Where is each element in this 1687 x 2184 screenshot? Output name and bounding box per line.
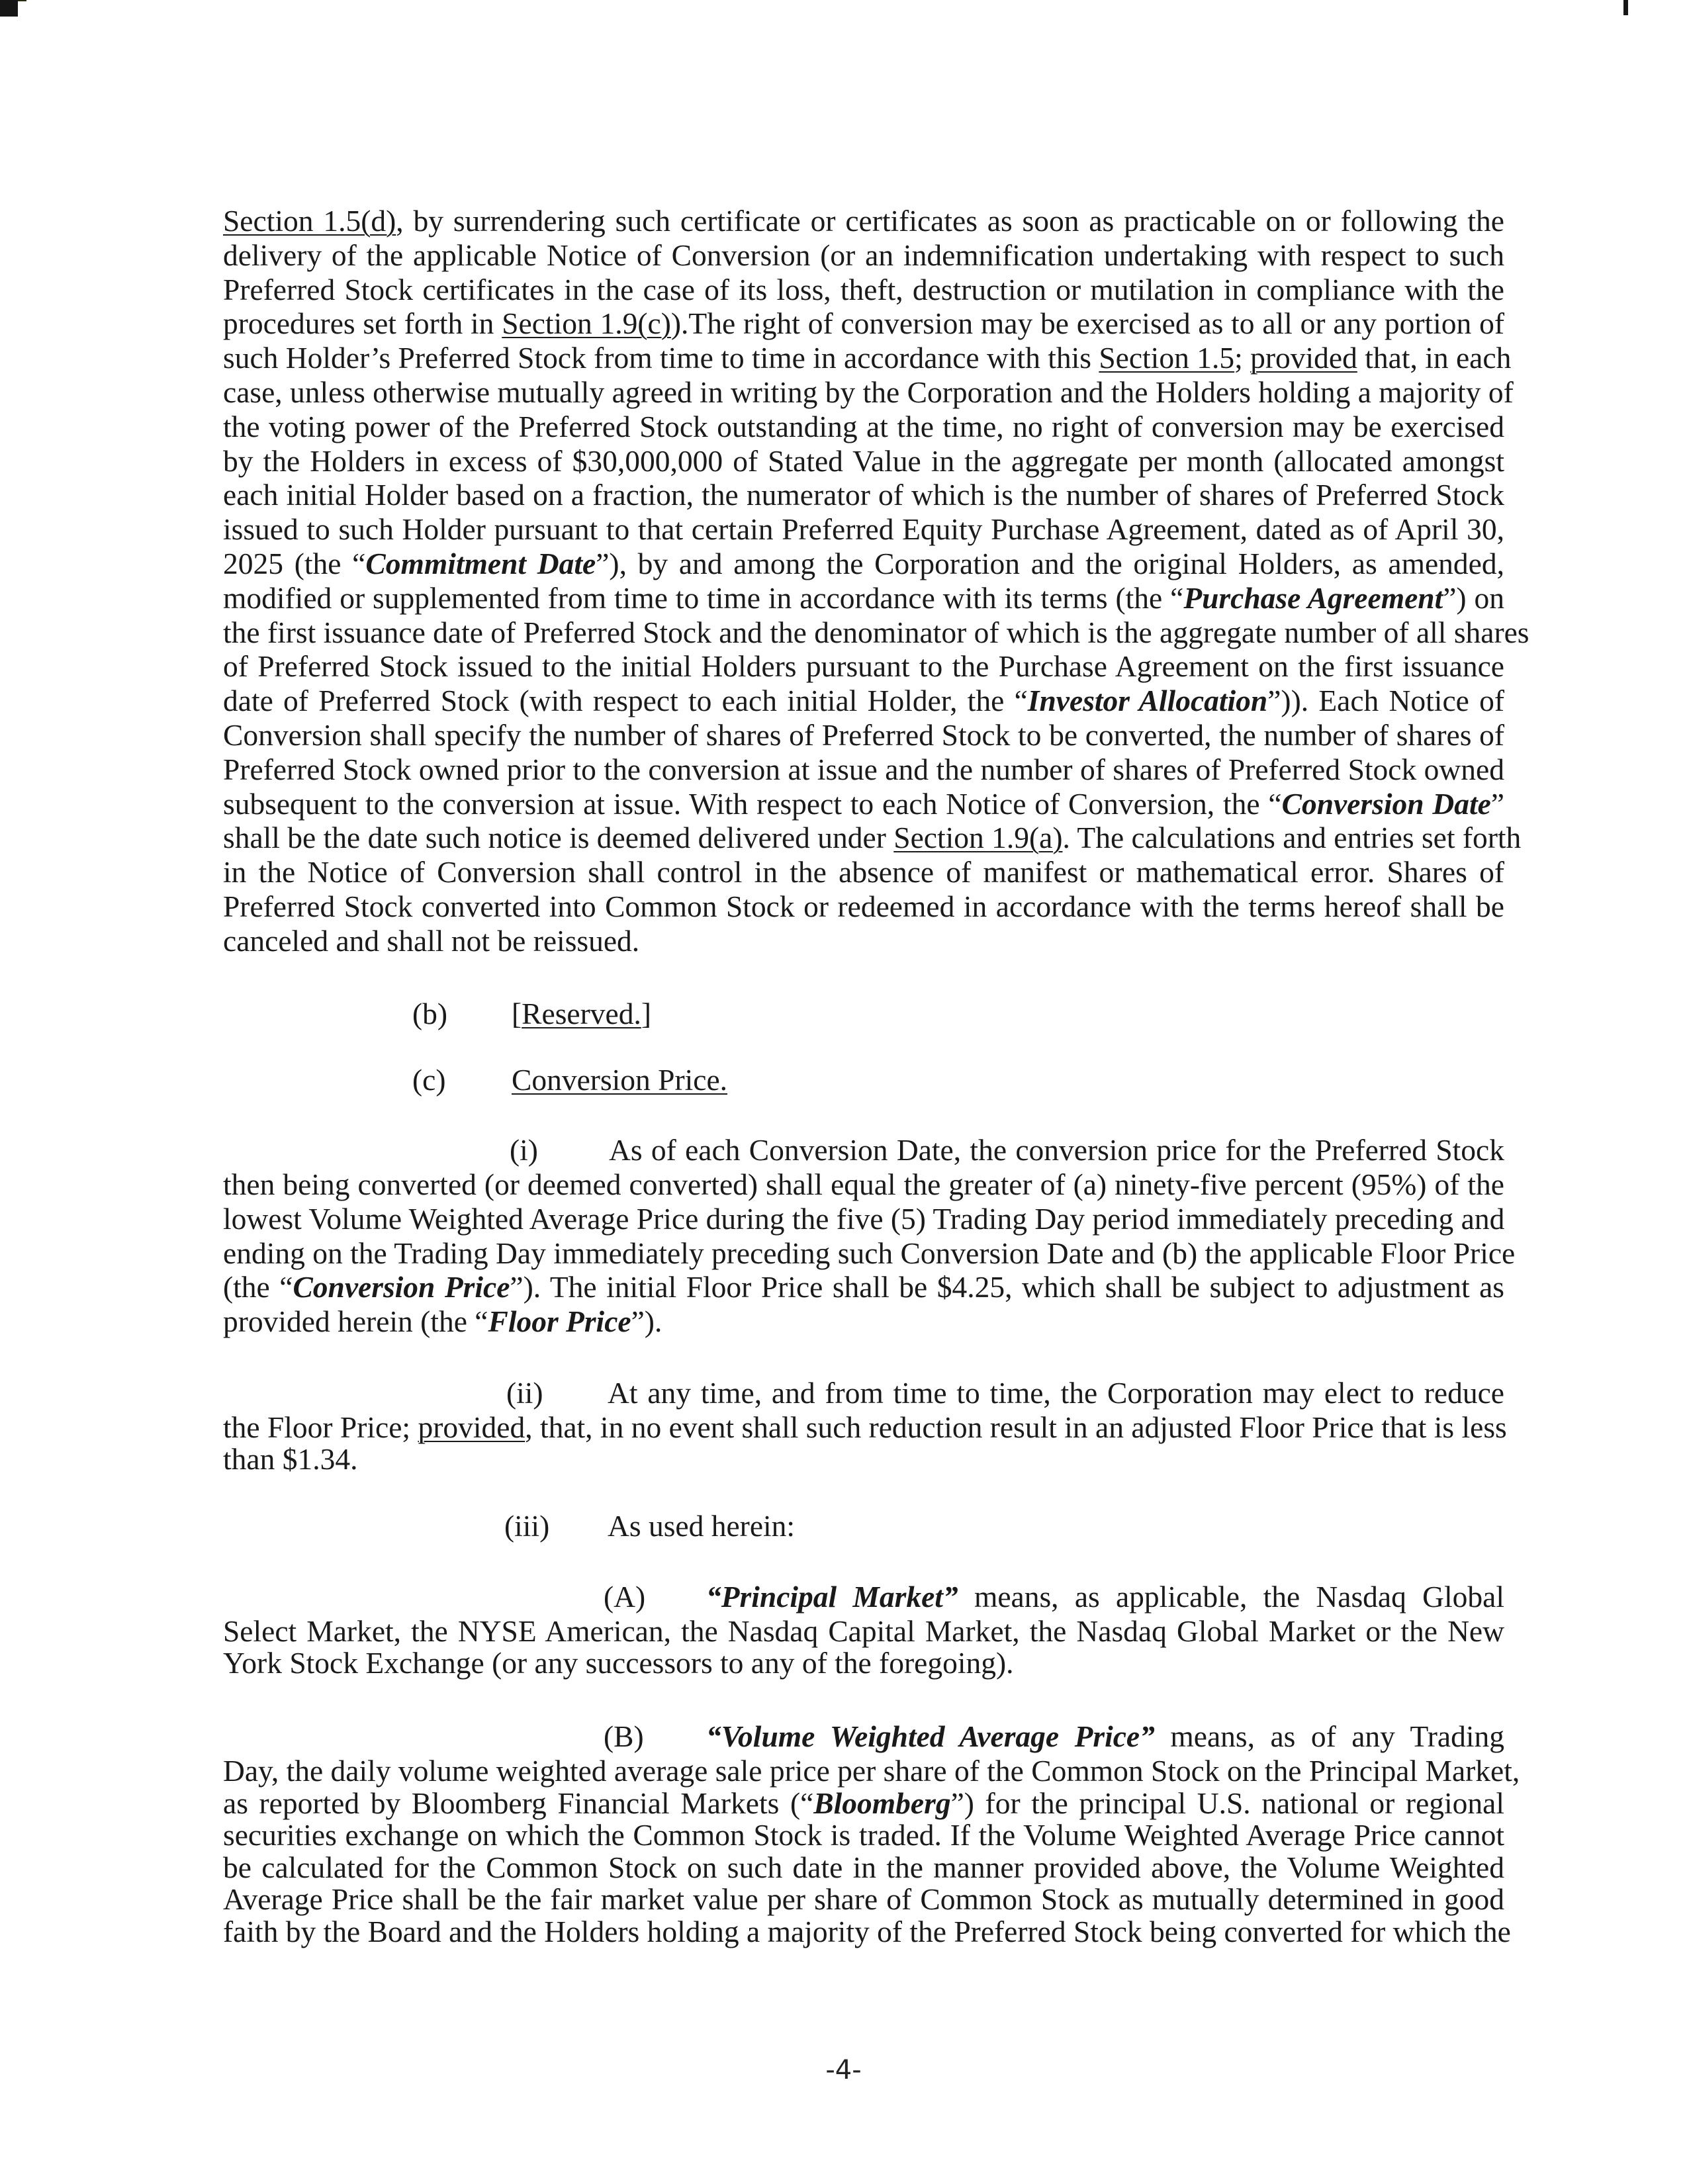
text-line	[512, 997, 651, 1031]
underlined-reference: Section 1.9(a)	[893, 821, 1063, 855]
item-c-label: (c)	[412, 1063, 446, 1097]
underlined-reference: Section 1.5(d)	[223, 204, 396, 238]
text-line	[223, 444, 1504, 478]
text-run: be calculated for the Common Stock on such date in the manner provided above, the Volume Weighted	[223, 1850, 1504, 1884]
text-line	[223, 204, 1504, 238]
text-line	[223, 752, 1504, 787]
text-run: the voting power of the Preferred Stock outstanding at the time, no right of conversion may be exercised	[223, 409, 1504, 443]
item-b-label: (b)	[412, 997, 448, 1030]
text-run: , that, in no event shall such reduction result in an adjusted Floor Price that is less	[525, 1410, 1507, 1444]
underlined-reference: provided	[418, 1410, 525, 1444]
text-run: 2025 (the “	[223, 547, 366, 580]
text-line	[223, 1270, 1504, 1304]
text-run: case, unless otherwise mutually agreed in writing by the Corporation and the Holders holding a majority of	[223, 375, 1514, 409]
text-run: that, in each	[1357, 341, 1512, 375]
item-B-label: (B)	[604, 1719, 644, 1753]
text-line	[223, 821, 1522, 855]
text-line	[223, 1882, 1504, 1917]
text-line	[223, 512, 1504, 547]
text-line	[223, 718, 1504, 752]
text-line	[223, 410, 1504, 444]
text-line	[223, 273, 1504, 307]
text-line	[223, 1614, 1504, 1649]
defined-term: “Principal Market”	[706, 1580, 958, 1614]
text-run: . The calculations and entries set forth	[1062, 821, 1522, 855]
text-run: Preferred Stock converted into Common Stock or redeemed in accordance with the terms hereof shall be	[223, 889, 1504, 923]
text-line	[223, 1304, 1504, 1339]
defined-term: Floor Price	[488, 1304, 631, 1339]
text-run: shall be the date such notice is deemed delivered under	[223, 821, 894, 855]
text-line	[223, 649, 1504, 684]
text-run: procedures set forth in	[223, 306, 502, 341]
text-run: means, as applicable, the Nasdaq Global	[958, 1580, 1504, 1614]
text-line	[223, 375, 1514, 410]
text-line	[223, 547, 1504, 581]
text-run: date of Preferred Stock (with respect to each initial Holder, the “	[223, 684, 1028, 718]
text-run: such Holder’s Preferred Stock from time to time in accordance with this	[223, 341, 1099, 375]
text-run: At any time, and from time to time, the Corporation may elect to reduce	[608, 1376, 1504, 1410]
text-run: ;	[1234, 341, 1251, 375]
text-run: ending on the Trading Day immediately preceding such Conversion Date and (b) the applicable Floor Price	[223, 1236, 1516, 1270]
text-run: the first issuance date of Preferred Stock and the denominator of which is the aggregate number of all shares	[223, 615, 1529, 649]
underlined-reference: Section 1.5	[1099, 341, 1235, 375]
item-i-label: (i)	[510, 1133, 538, 1167]
text-run: means, as of any Trading	[1154, 1719, 1504, 1753]
text-run: then being converted (or deemed converted) shall equal the greater of (a) ninety-five percent (95%) of the	[223, 1167, 1504, 1201]
text-run: provided herein (the “	[223, 1304, 488, 1339]
text-line	[706, 1719, 1504, 1754]
text-run: issued to such Holder pursuant to that certain Preferred Equity Purchase Agreement, dated as of April 30,	[223, 512, 1504, 547]
text-run: ”), by and among the Corporation and the original Holders, as amended,	[596, 547, 1504, 580]
text-run: ”).	[631, 1304, 662, 1339]
text-line	[608, 1376, 1504, 1410]
text-run: modified or supplemented from time to time in accordance with its terms (the “	[223, 580, 1184, 615]
text-line	[223, 306, 1504, 341]
defined-term: Conversion Date	[1281, 786, 1491, 821]
text-line	[223, 1914, 1511, 1949]
text-run: each initial Holder based on a fraction, the numerator of which is the number of shares of Preferred Stock	[223, 478, 1504, 512]
text-line	[223, 787, 1504, 821]
underlined-reference: provided	[1250, 341, 1357, 375]
scan-corner-mark-left	[0, 0, 18, 17]
text-run: As of each Conversion Date, the conversion price for the Preferred Stock	[609, 1133, 1504, 1167]
text-run: [	[512, 997, 522, 1030]
text-run: delivery of the applicable Notice of Conversion (or an indemnification undertaking with respect to such	[223, 238, 1504, 272]
text-run: Conversion shall specify the number of shares of Preferred Stock to be converted, the number of shares of	[223, 718, 1504, 752]
text-run: of Preferred Stock issued to the initial Holders pursuant to the Purchase Agreement on the first issuance	[223, 649, 1504, 684]
page-number: -4-	[825, 2055, 862, 2085]
text-line	[512, 1063, 727, 1097]
item-iii-label: (iii)	[504, 1509, 550, 1543]
text-line	[223, 1236, 1516, 1271]
text-run: Average Price shall be the fair market value per share of Common Stock as mutually determined in good	[223, 1882, 1504, 1916]
text-line	[223, 341, 1512, 375]
text-line	[608, 1509, 795, 1543]
text-run: canceled and shall not be reissued.	[223, 923, 640, 958]
defined-term: Commitment Date	[365, 547, 596, 580]
text-run: in the Notice of Conversion shall control in the absence of manifest or mathematical error. Shares of	[223, 855, 1504, 889]
text-line	[223, 855, 1504, 889]
text-run: As used herein:	[608, 1509, 796, 1543]
text-run: Preferred Stock certificates in the case of its loss, theft, destruction or mutilation in compliance with the	[223, 272, 1504, 306]
text-line	[223, 684, 1504, 718]
text-line	[223, 924, 1504, 958]
defined-term: “Volume Weighted Average Price”	[706, 1719, 1155, 1753]
defined-term: Investor Allocation	[1027, 684, 1268, 718]
text-line	[223, 1202, 1504, 1236]
text-line	[223, 1850, 1504, 1885]
text-run: faith by the Board and the Holders holding a majority of the Preferred Stock being converted for which the	[223, 1914, 1511, 1948]
text-run: lowest Volume Weighted Average Price during the five (5) Trading Day period immediately preceding and	[223, 1201, 1505, 1236]
defined-term: Purchase Agreement	[1183, 580, 1443, 615]
text-run: ”) for the principal U.S. national or regional	[950, 1786, 1504, 1820]
text-run: subsequent to the conversion at issue. With respect to each Notice of Conversion, the “	[223, 786, 1282, 821]
text-run: as reported by Bloomberg Financial Markets (“	[223, 1786, 814, 1820]
text-line	[223, 1646, 1504, 1680]
text-line	[223, 1410, 1507, 1445]
text-line	[223, 1442, 1504, 1477]
scan-corner-mark-left-edge	[18, 0, 26, 1]
text-line	[223, 238, 1504, 273]
text-line	[609, 1133, 1504, 1167]
text-line	[706, 1580, 1504, 1614]
text-run: by the Holders in excess of $30,000,000 of Stated Value in the aggregate per month (allocated amongst	[223, 443, 1504, 478]
text-run: York Stock Exchange (or any successors to any of the foregoing).	[223, 1646, 1014, 1680]
text-line	[223, 615, 1529, 650]
underlined-reference: Reserved.	[522, 997, 641, 1030]
text-run: than $1.34.	[223, 1442, 358, 1476]
text-run: (the “	[223, 1270, 293, 1304]
defined-term: Conversion Price	[293, 1270, 510, 1304]
text-run: Select Market, the NYSE American, the Nasdaq Capital Market, the Nasdaq Global Market or the New	[223, 1614, 1504, 1648]
item-ii-label: (ii)	[506, 1376, 543, 1410]
text-run: Preferred Stock owned prior to the conversion at issue and the number of shares of Preferred Stock owned	[223, 752, 1504, 786]
text-line	[223, 581, 1504, 615]
text-run: securities exchange on which the Common Stock is traded. If the Volume Weighted Average Price cannot	[223, 1818, 1504, 1852]
text-run: ]	[641, 997, 651, 1030]
scan-corner-mark-right	[1623, 0, 1628, 15]
text-run: Day, the daily volume weighted average sale price per share of the Common Stock on the Principal Market,	[223, 1754, 1520, 1788]
text-run: ”). The initial Floor Price shall be $4.25, which shall be subject to adjustment as	[510, 1270, 1504, 1304]
text-run: the Floor Price;	[223, 1410, 418, 1444]
text-run: ).The right of conversion may be exercised as to all or any portion of	[670, 306, 1504, 341]
text-run: ”	[1490, 786, 1504, 821]
text-run: , by surrendering such certificate or certificates as soon as practicable on or following the	[396, 204, 1504, 238]
item-A-label: (A)	[604, 1580, 646, 1614]
underlined-reference: Conversion Price.	[512, 1063, 728, 1097]
text-run: ”) on	[1443, 580, 1505, 615]
text-line	[223, 1754, 1520, 1788]
underlined-reference: Section 1.9(c)	[502, 306, 671, 341]
text-line	[223, 1786, 1504, 1821]
text-run: ”)). Each Notice of	[1267, 684, 1504, 718]
text-line	[223, 889, 1504, 924]
text-line	[223, 1167, 1504, 1202]
defined-term: Bloomberg	[813, 1786, 951, 1820]
text-line	[223, 478, 1504, 512]
text-line	[223, 1818, 1504, 1852]
